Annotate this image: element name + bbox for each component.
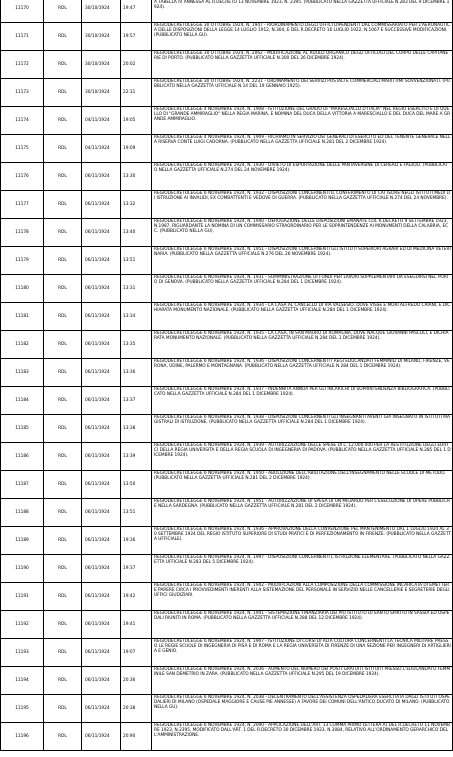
table-row [1, 331, 453, 359]
record-number-cell: 11193 [1, 639, 44, 667]
act-date-cell: 06/11/1924 [82, 695, 121, 723]
act-type-cell: RDL [44, 723, 82, 751]
record-number-cell: 11176 [1, 163, 44, 191]
act-type-cell: RDL [44, 415, 82, 443]
record-number-cell: 11191 [1, 583, 44, 611]
act-date-cell: 06/11/1924 [82, 499, 121, 527]
act-description-cell: REGIODECRETOLEGGE 4 NOVEMBRE 1924, N. 1908 - ISTITUZIONE DEL GRADO DI "MARESCIALLO D'ITALIA" NEL REGIO ESERCITO E DI QUELLO DI "GRANDE AMMIRAGLIO" NELLA REGIA MARINA, E NOMINA DEL DUCA DELLA VITTORIA A MARESCIALLO E DEL DUCA DEL MARE A GRANDE AMMIRAGLIO. [152, 107, 453, 135]
act-type-cell: RDL [44, 247, 82, 275]
act-description-cell: REGIODECRETOLEGGE 30 OTTOBRE 1924, N. 2231 - ORDINAMENTO DEI SERVIZI POSTALI E COMMERCIALI MARITTIMI SOVVENZIONATI. (PUBBLICATO NELLA GAZZETTA UFFICIALE N.14 DEL 19 GENNAIO 1925). [152, 79, 453, 107]
table-row [1, 219, 453, 247]
act-time-cell: 13:32 [121, 191, 152, 219]
record-number-cell: 11187 [1, 471, 44, 499]
table-row [1, 527, 453, 555]
record-number-cell: 11174 [1, 107, 44, 135]
table-row [1, 303, 453, 331]
record-number-cell: 11172 [1, 51, 44, 79]
record-number-cell: 11186 [1, 443, 44, 471]
act-type-cell: RDL [44, 667, 82, 695]
act-date-cell: 06/11/1924 [82, 247, 121, 275]
act-time-cell: 20:90 [121, 723, 152, 751]
act-description-cell: REGIODECRETOLEGGE 6 NOVEMBRE 1924, N. 1950 - ABOLIZIONE DELL'ABILITAZIONE DELL'INSEGNAMENTO NELLE SCUOLE DI METODO. (PUBBLICATO NELLA GAZZETTA UFFICIALE N.281 DEL 2 DICEMBRE 1924). [152, 471, 453, 499]
act-time-cell: 13:34 [121, 303, 152, 331]
act-description-cell: REGIODECRETOLEGGE 6 NOVEMBRE 1924, N. 1951 - AUTORIZZAZIONE DI SPESA DI UN MILIARDO PER L'ESECUZIONE DI OPERE PUBBLICHE NELLA SARDEGNA. (PUBBLICATO NELLA GAZZETTA UFFICIALE N.281 DEL 2 DICEMBRE 1924). [152, 499, 453, 527]
act-description-cell: REGIODECRETOLEGGE 6 NOVEMBRE 1924, N. 1932 - DISPOSIZIONI CONCERNENTI IL CONFERIMENTO DI CATTEDRE NEGLI ISTITUTI MEDI DI ISTRUZIONE AI INVALIDI, EX COMBATTENTI E VEDOVE DI GUERRA. (PUBBLICATO NELLA GAZZETTA UFFICIALE N.274 DEL 24 NOVEMBRE). [152, 191, 453, 219]
record-number-cell: 11188 [1, 499, 44, 527]
act-description-cell: REGIODECRETOLEGGE 6 NOVEMBRE 1924, N. 1936 - APPROVAZIONE DELLA CONVENZIONE PEL MANTENIMENTO DAL 1 LUGLIO 1924 AL 30 SETTEMBRE 1924 DEL REGIO ISTITUTO SUPERIORE DI STUDI PRATICI E DI PERFEZIONAMENTO IN FIRENZE. (PUBBLICATO NELLA GAZZETTA UFFICIALE). [152, 527, 453, 555]
act-time-cell: 13:39 [121, 443, 152, 471]
record-number-cell: 11183 [1, 359, 44, 387]
act-description-cell: REGIODECRETOLEGGE 6 NOVEMBRE 1924, N. 1907 - ISTITUZIONE DI CORSI DI ALTA COLTURA CONCERNENTI LA TECNICA MILITARE PRESSO LE REGIE SCUOLE DI INGEGNERIA DI PISA E DI ROMA E LA REGIA UNIVERSITA DI FIRENZE DI UNA SEZIONE PER INGEGNERI DI ARTIGLIERIA E GENIO. [152, 639, 453, 667]
table-row [1, 359, 453, 387]
record-number-cell: 11173 [1, 79, 44, 107]
record-number-cell: 11190 [1, 555, 44, 583]
record-number-cell: 11184 [1, 387, 44, 415]
act-date-cell: 06/11/1924 [82, 415, 121, 443]
act-time-cell: 19:37 [121, 555, 152, 583]
table-row [1, 583, 453, 611]
act-type-cell: RDL [44, 51, 82, 79]
act-description-cell: REGIODECRETOLEGGE 6 NOVEMBRE 1924, N. 1940 - DEROGAZIONE DELLE DISPOSIZIONI EMANATE COL R.DECRETO 9 SETTEMBRE 1923, N.1987, RIGUARDANTE LA NOMINA DI UN COMMISSARIO STRAORDINARIO PER LE SOPRINTENDENZE AI MONUMENTI DELLA CALABRIA, ECC. (PUBBLICATO NELLA GU). [152, 219, 453, 247]
act-description-cell: A TABELLA IV ANNESSA AL R.DECRETO 13 NOVEMBRE 1923, N. 2395. (PUBBLICATO NELLA GAZZETTA UFFICIALE N.283 DEL 9 DICEMBRE 1924). [152, 0, 453, 23]
act-type-cell: RDL [44, 79, 82, 107]
record-number-cell: 11175 [1, 135, 44, 163]
act-description-cell: REGIODECRETOLEGGE 6 NOVEMBRE 1924, N. 1997 - DISPOSIZIONI CONCERNENTI L'ISTRUZIONE ELEMENTARE. (PUBBLICATO NELLA GAZZETTA UFFICIALE N.283 DEL 5 DICEMBRE 1924). [152, 555, 453, 583]
act-date-cell: 30/10/1924 [82, 51, 121, 79]
act-type-cell: RDL [44, 359, 82, 387]
act-description-cell: REGIODECRETOLEGGE 6 NOVEMBRE 1924, N. 1951 - DISPOSIZIONI CONCERNENTI GLI ISTITUTI SUPERIORI AGRARI ED DI MEDICINA VETERINARIA. (PUBBLICATO NELLA GAZZETTA UFFICIALE N.276 DEL 26 NOVEMBRE 1924). [152, 247, 453, 275]
act-time-cell: 13:37 [121, 387, 152, 415]
act-date-cell: 04/11/1924 [82, 107, 121, 135]
act-description-cell: REGIODECRETOLEGGE 30 OTTOBRE 1924, N. 2062 - MODIFICAZIONE AL RUOLO ORGANICO DEGLI UFFICIALI DEL CORPO DELLE CAPITANERIE DI PORTO. (PUBBLICATO NELLA GAZZETTA UFFICIALE N.300 DEL 26 DICEMBRE 1924). [152, 51, 453, 79]
act-date-cell: 06/11/1924 [82, 639, 121, 667]
act-type-cell: RDL [44, 443, 82, 471]
record-number-cell: 11182 [1, 331, 44, 359]
act-type-cell: RDL [44, 135, 82, 163]
table-row [1, 695, 453, 723]
act-time-cell: 19:47 [121, 0, 152, 23]
act-date-cell: 06/11/1924 [82, 163, 121, 191]
table-row [1, 611, 453, 639]
act-time-cell: 19:05 [121, 107, 152, 135]
act-date-cell: 06/11/1924 [82, 275, 121, 303]
act-date-cell: 06/11/1924 [82, 667, 121, 695]
act-type-cell: RDL [44, 611, 82, 639]
act-time-cell: 19:42 [121, 583, 152, 611]
table-row [1, 555, 453, 583]
record-number-cell: 11181 [1, 303, 44, 331]
act-time-cell: 13:35 [121, 331, 152, 359]
act-date-cell: 30/10/1924 [82, 79, 121, 107]
act-description-cell: REGIODECRETOLEGGE 6 NOVEMBRE 1924, N. 1938 - DISPOSIZIONI CONCERNENTI GLI INSEGNANTI AVENTI GIA INSEGNATO IN ISTITUTI MAGISTRALI DI ISTRUZIONE. (PUBBLICATO NELLA GAZZETTA UFFICIALE N.284 DEL 1 DICEMBRE 1924). [152, 415, 453, 443]
act-type-cell: RDL [44, 527, 82, 555]
act-type-cell: RDL [44, 163, 82, 191]
act-time-cell: 22:31 [121, 79, 152, 107]
act-time-cell: 20:36 [121, 667, 152, 695]
act-time-cell: 13:40 [121, 219, 152, 247]
act-type-cell: RDL [44, 107, 82, 135]
table-row [1, 275, 453, 303]
record-number-cell: 11196 [1, 723, 44, 751]
act-date-cell: 04/11/1924 [82, 135, 121, 163]
act-time-cell: 19:07 [121, 639, 152, 667]
act-type-cell: RDL [44, 191, 82, 219]
act-time-cell: 19:09 [121, 135, 152, 163]
act-time-cell: 13:30 [121, 163, 152, 191]
record-number-cell: 11170 [1, 0, 44, 23]
act-date-cell: 06/11/1924 [82, 219, 121, 247]
act-description-cell: REGIODECRETOLEGGE 6 NOVEMBRE 1924, N. 1935 - LA CASA, IN SAN MAURO DI ROMAGNA, DOVE NACQUE GIOVANNI PASCOLI, E DICHIARATA MONUMENTO NAZIONALE. (PUBBLICATO NELLA GAZZETTA UFFICIALE N.284 DEL 1 DICEMBRE 1924). [152, 331, 453, 359]
table-row [1, 415, 453, 443]
act-type-cell: RDL [44, 555, 82, 583]
register-body [1, 0, 453, 751]
act-date-cell: 06/11/1924 [82, 387, 121, 415]
act-description-cell: REGIODECRETOLEGGE 6 NOVEMBRE 1924, N. 1936 - DISPOSIZIONI CONCERNENTI I REGI EDUCANDATI FEMMINILI DI MILANO, FIRENZE, VERONA, UDINE, PALERMO E MONTAGNANA. (PUBBLICATO NELLA GAZZETTA UFFICIALE N.284 DEL 1 DICEMBRE 1924). [152, 359, 453, 387]
table-row [1, 23, 453, 51]
act-type-cell: RDL [44, 331, 82, 359]
act-type-cell: RDL [44, 303, 82, 331]
record-number-cell: 11185 [1, 415, 44, 443]
act-time-cell: 13:38 [121, 415, 152, 443]
table-row [1, 135, 453, 163]
act-date-cell: 30/10/1924 [82, 0, 121, 23]
act-date-cell: 06/11/1924 [82, 555, 121, 583]
act-time-cell: 19:41 [121, 611, 152, 639]
act-type-cell: RDL [44, 639, 82, 667]
record-number-cell: 11195 [1, 695, 44, 723]
act-description-cell: REGIODECRETOLEGGE 6 NOVEMBRE 1924, N. 1937 - INDENNITA ANNUA PER GLI INCARICHI DI SOPRINTENDENZA BIBLIOGRAFICA. (PUBBLICATO NELLA GAZZETTA UFFICIALE N.284 DEL 1 DICEMBRE 1924). [152, 387, 453, 415]
record-number-cell: 11194 [1, 667, 44, 695]
table-row [1, 191, 453, 219]
table-row [1, 443, 453, 471]
act-date-cell: 06/11/1924 [82, 611, 121, 639]
act-time-cell: 19:57 [121, 23, 152, 51]
act-type-cell: RDL [44, 275, 82, 303]
act-time-cell: 19:36 [121, 527, 152, 555]
record-number-cell: 11179 [1, 247, 44, 275]
act-description-cell: REGIODECRETOLEGGE 4 NOVEMBRE 1924, N. 1909 - RICHIAMO IN SERVIZIO DEI GENERALI DI ESERCITO ED DEL TENENTE GENERALE NELLA RISERVA CONTE LUIGI CADORNA. (PUBBLICATO NELLA GAZZETTA UFFICIALE N.281 DEL 2 DICEMBRE 1924). [152, 135, 453, 163]
act-time-cell: 13:31 [121, 275, 152, 303]
act-date-cell: 06/11/1924 [82, 527, 121, 555]
table-row [1, 79, 453, 107]
act-date-cell: 06/11/1924 [82, 191, 121, 219]
act-time-cell: 13:36 [121, 359, 152, 387]
act-type-cell: RDL [44, 499, 82, 527]
table-row [1, 471, 453, 499]
act-date-cell: 06/11/1924 [82, 331, 121, 359]
act-date-cell: 06/11/1924 [82, 723, 121, 751]
act-description-cell: REGIODECRETOLEGGE 6 NOVEMBRE 1924, N. 1942 - MODIFICAZIONI ALLA COMPOSIZIONE DELLA COMMISSIONE INCARICATA DI EMETTERE PARERE CIRCA I PROVVEDIMENTI INERENTI ALLA SISTEMAZIONE DEL PERSONALE IN SERVIZIO NELLE CANCELLERIE E SEGRETERIE DEGLI UFFICI GIUDIZIARI. [152, 583, 453, 611]
act-type-cell: RDL [44, 471, 82, 499]
record-number-cell: 11180 [1, 275, 44, 303]
act-type-cell: RDL [44, 0, 82, 23]
act-type-cell: RDL [44, 583, 82, 611]
act-description-cell: REGIODECRETOLEGGE 6 NOVEMBRE 1924, N. 1934 - LA CASA AL CANCELLO DI VIA VALSESIO, DOVE VISSE E MORI ALFREDO CRIANI, E DICHIARATA MONUMENTO NAZIONALE. (PUBBLICATO NELLA GAZZETTA UFFICIALE N.284 DEL 1 DICEMBRE 1924). [152, 303, 453, 331]
record-number-cell: 11171 [1, 23, 44, 51]
table-row [1, 499, 453, 527]
act-type-cell: RDL [44, 387, 82, 415]
act-date-cell: 06/11/1924 [82, 303, 121, 331]
record-number-cell: 11189 [1, 527, 44, 555]
act-date-cell: 06/11/1924 [82, 359, 121, 387]
table-row [1, 107, 453, 135]
act-description-cell: REGIODECRETOLEGGE 6 NOVEMBRE 1924, N. 1941 - SISTEMAZIONE FINANZIARIA DEI PIO ISTITUTO DI SANTO SPIRITO IN SASSIA ED OSPEDALI RIUNITI IN ROMA. (PUBBLICATO NELLA GAZZETTA UFFICIALE N.288 DEL 12 DICEMBRE 1924). [152, 611, 453, 639]
act-time-cell: 20:02 [121, 51, 152, 79]
table-row [1, 51, 453, 79]
act-description-cell: REGIODECRETOLEGGE 6 NOVEMBRE 1924, N. 1930 - DIVIETO DI ESPORTAZIONE DELLE PANTAVERSINE DI CEREALI E FAGIOLI. (PUBBLICATO NELLA GAZZETTA UFFICIALE N.274 DEL 24 NOVEMBRE 1924). [152, 163, 453, 191]
table-row [1, 723, 453, 751]
act-time-cell: 20:38 [121, 695, 152, 723]
table-row [1, 247, 453, 275]
act-time-cell: 13:50 [121, 471, 152, 499]
act-time-cell: 13:51 [121, 499, 152, 527]
act-date-cell: 06/11/1924 [82, 443, 121, 471]
act-date-cell: 06/11/1924 [82, 583, 121, 611]
record-number-cell: 11178 [1, 219, 44, 247]
act-description-cell: REGIODECRETOLEGGE 6 NOVEMBRE 1924, N. 2038 - DECENTRAMENTO DELL'ASSISTENZA OSPEDALIERA ESERCITATA DAGLI ISTITUTI OSPEDALIERI DI MILANO (OSPEDALE MAGGIORE E CAUSE PIE ANNESSE) A FAVORE DEI COMUNI DELL'ANTICO DUCATO DI MILANO. (PUBBLICATO NELLA GU). [152, 695, 453, 723]
table-row [1, 667, 453, 695]
act-date-cell: 06/11/1924 [82, 471, 121, 499]
table-row [1, 163, 453, 191]
record-number-cell: 11192 [1, 611, 44, 639]
act-date-cell: 30/10/1924 [82, 23, 121, 51]
table-row [1, 387, 453, 415]
act-description-cell: REGIODECRETOLEGGE 6 NOVEMBRE 1924, N. 1931 - SOMMINISTRAZIONE DI FONDI PER LAVORI SUPPLEMENTARI DA ESEGUIRSI NEL PORTO DI GENOVA. (PUBBLICATO NELLA GAZZETTA UFFICIALE N.284 DEL 1 DICEMBRE 1924). [152, 275, 453, 303]
act-time-cell: 13:51 [121, 247, 152, 275]
record-number-cell: 11177 [1, 191, 44, 219]
table-row [1, 0, 453, 23]
table-row [1, 639, 453, 667]
act-type-cell: RDL [44, 695, 82, 723]
act-description-cell: REGIODECRETOLEGGE 30 OTTOBRE 1924, N. 1947 - RIORDINAMENTO DEGLI UFFICI DIPENDENTI DAL COMMISSARIATO PER L'AERONAUTICA DELLE DISPOSIZIONI DELLA LEGGE 14 LUGLIO 1912, N.304, E DEL R.DECRETO 16 LUGLIO 1922, N.1067 E SUCCESSIVE MODIFICAZIONI. (PUBBLICATO NELLA GU). [152, 23, 453, 51]
act-type-cell: RDL [44, 219, 82, 247]
act-description-cell: REGIODECRETOLEGGE 6 NOVEMBRE 1924, N. 2036 - AUMENTO DEL NUMERO DEI POSTI GRATUITI ISTITUITI PRESSO L'EDUCANDATO FEMMINILE SAN DEMETRIO IN ZARA. (PUBBLICATO NELLA GAZZETTA UFFICIALE N.295 DEL 19 DICEMBRE 1924). [152, 667, 453, 695]
act-description-cell: REGIODECRETOLEGGE 6 NOVEMBRE 1924, N. 2090 - APPLICAZIONE DELL'ART. 13 COMMA PRIMO LETTERA A) DEL R.DECRETO 11 NOVEMBRE 1923, N.2395, MODIFICATO DALL'ART. 1 DEL R.DECRETO 30 DICEMBRE 1923, N.3084, RELATIVO ALL'ORDINAMENTO GERARCHICO DELL'AMMINISTRAZIONE. [152, 723, 453, 751]
act-type-cell: RDL [44, 23, 82, 51]
act-description-cell: REGIODECRETOLEGGE 6 NOVEMBRE 1924, N. 1939 - AUTORIZZAZIONE DELLE SPESE DI L. 12.000.000 PER LA RESTITUZIONE DEGLI EDIFICI DELLA REGIA UNIVERSITA E DELLA REGIA SCUOLA DI INGEGNERIA DI PADOVA. (PUBBLICATO NELLA GAZZETTA UFFICIALE N.285 DEL 1 DICEMBRE 1924). [152, 443, 453, 471]
